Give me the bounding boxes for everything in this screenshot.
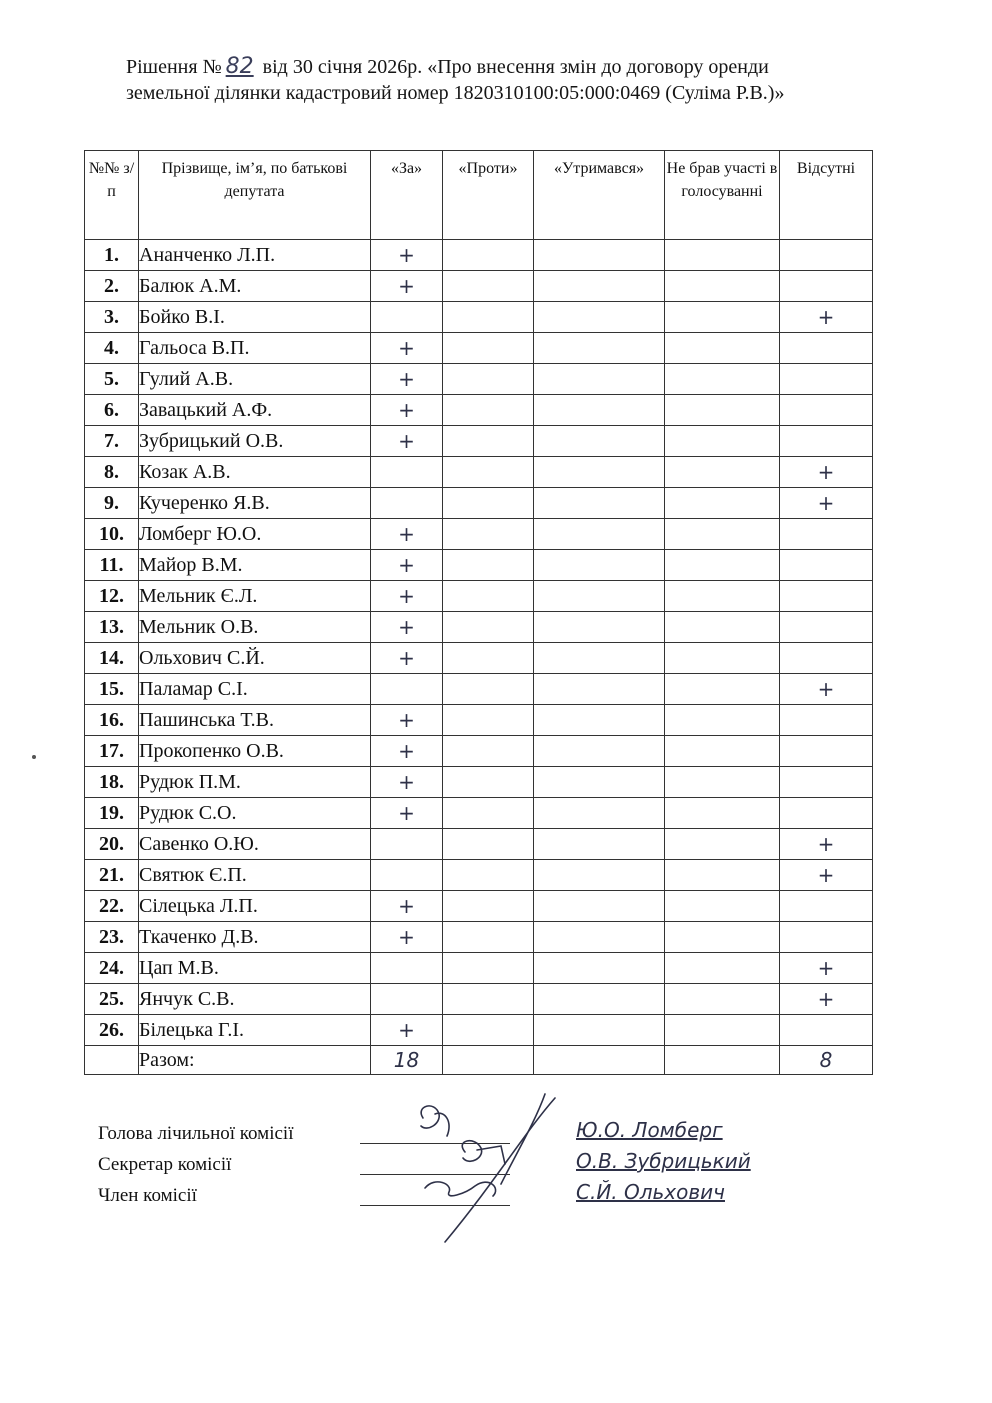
vote-abstain-cell [534, 984, 665, 1015]
table-row [85, 860, 873, 891]
vote-against-cell [443, 240, 534, 271]
vote-absent-cell: + [780, 829, 873, 860]
vote-for-cell: + [371, 426, 443, 457]
vote-absent-cell [780, 333, 873, 364]
table-header-row [85, 151, 873, 240]
row-number: 26. [85, 1015, 139, 1046]
member-name: С.Й. Ольхович [576, 1180, 725, 1204]
vote-for-cell [371, 302, 443, 333]
vote-absent-cell [780, 798, 873, 829]
vote-against-cell [443, 519, 534, 550]
vote-abstain-cell [534, 550, 665, 581]
vote-absent-cell [780, 519, 873, 550]
deputy-name: Сілецька Л.П. [139, 891, 371, 922]
deputy-name: Прокопенко О.В. [139, 736, 371, 767]
vote-for-cell: + [371, 705, 443, 736]
vote-abstain-cell [534, 457, 665, 488]
vote-against-cell [443, 798, 534, 829]
vote-against-cell [443, 395, 534, 426]
vote-for-cell [371, 984, 443, 1015]
vote-abstain-cell [534, 1015, 665, 1046]
vote-abstain-cell [534, 860, 665, 891]
vote-notvoting-cell [665, 829, 780, 860]
handwritten-signatures [405, 1092, 575, 1252]
deputy-name: Ломберг Ю.О. [139, 519, 371, 550]
deputy-name: Рудюк П.М. [139, 767, 371, 798]
vote-against-cell [443, 364, 534, 395]
table-row [85, 581, 873, 612]
vote-absent-cell: + [780, 674, 873, 705]
vote-absent-cell [780, 581, 873, 612]
vote-for-cell: + [371, 581, 443, 612]
table-row [85, 333, 873, 364]
chair-name: Ю.О. Ломберг [576, 1118, 723, 1142]
deputy-name: Майор В.М. [139, 550, 371, 581]
table-row [85, 271, 873, 302]
vote-absent-cell: + [780, 457, 873, 488]
total-against [443, 1046, 534, 1075]
vote-absent-cell: + [780, 860, 873, 891]
vote-against-cell [443, 643, 534, 674]
total-row [85, 1046, 873, 1075]
deputy-name: Зубрицький О.В. [139, 426, 371, 457]
vote-abstain-cell [534, 705, 665, 736]
table-row [85, 240, 873, 271]
vote-notvoting-cell [665, 302, 780, 333]
vote-for-cell: + [371, 767, 443, 798]
table-row [85, 488, 873, 519]
table-row [85, 953, 873, 984]
table-row [85, 922, 873, 953]
signature-block [98, 1118, 751, 1211]
vote-absent-cell [780, 550, 873, 581]
vote-for-cell: + [371, 364, 443, 395]
row-number: 5. [85, 364, 139, 395]
vote-abstain-cell [534, 581, 665, 612]
row-number: 23. [85, 922, 139, 953]
row-number: 3. [85, 302, 139, 333]
vote-abstain-cell [534, 953, 665, 984]
vote-notvoting-cell [665, 488, 780, 519]
vote-for-cell: + [371, 519, 443, 550]
vote-for-cell [371, 829, 443, 860]
vote-for-cell: + [371, 643, 443, 674]
total-for: 18 [371, 1046, 443, 1075]
vote-notvoting-cell [665, 798, 780, 829]
vote-against-cell [443, 767, 534, 798]
vote-abstain-cell [534, 612, 665, 643]
title-suffix: від 30 січня 2026р. «Про внесення змін до договору оренди [262, 56, 769, 78]
deputy-name: Цап М.В. [139, 953, 371, 984]
vote-abstain-cell [534, 488, 665, 519]
total-abstain [534, 1046, 665, 1075]
deputy-name: Пашинська Т.В. [139, 705, 371, 736]
table-row [85, 643, 873, 674]
vote-against-cell [443, 612, 534, 643]
vote-absent-cell [780, 736, 873, 767]
deputy-name: Балюк А.М. [139, 271, 371, 302]
deputy-name: Рудюк С.О. [139, 798, 371, 829]
header-abstain: «Утримався» [534, 151, 665, 240]
vote-notvoting-cell [665, 953, 780, 984]
vote-notvoting-cell [665, 519, 780, 550]
vote-notvoting-cell [665, 705, 780, 736]
title-line-2: земельної ділянки кадастровий номер 1820310100:05:000:0469 (Суліма Р.В.)» [126, 82, 785, 104]
vote-absent-cell [780, 364, 873, 395]
table-row [85, 767, 873, 798]
vote-for-cell: + [371, 891, 443, 922]
table-row [85, 736, 873, 767]
table-row [85, 457, 873, 488]
row-number: 12. [85, 581, 139, 612]
deputy-name: Савенко О.Ю. [139, 829, 371, 860]
deputy-name: Козак А.В. [139, 457, 371, 488]
member-signature-stroke [425, 1182, 496, 1196]
deputy-name: Білецька Г.І. [139, 1015, 371, 1046]
row-number: 8. [85, 457, 139, 488]
vote-absent-cell: + [780, 302, 873, 333]
vote-notvoting-cell [665, 891, 780, 922]
table-row [85, 426, 873, 457]
row-number: 25. [85, 984, 139, 1015]
vote-absent-cell: + [780, 953, 873, 984]
row-number: 16. [85, 705, 139, 736]
document-title [126, 54, 926, 106]
row-number: 13. [85, 612, 139, 643]
row-number: 9. [85, 488, 139, 519]
deputy-name: Святюк Є.П. [139, 860, 371, 891]
vote-absent-cell [780, 891, 873, 922]
header-name: Прізвище, ім’я, по батькові депутата [139, 151, 371, 240]
signature-tail-stroke [445, 1098, 555, 1242]
table-row [85, 829, 873, 860]
row-number: 15. [85, 674, 139, 705]
table-row [85, 984, 873, 1015]
vote-for-cell: + [371, 240, 443, 271]
table-row [85, 302, 873, 333]
vote-against-cell [443, 860, 534, 891]
vote-abstain-cell [534, 922, 665, 953]
vote-notvoting-cell [665, 550, 780, 581]
vote-abstain-cell [534, 395, 665, 426]
vote-for-cell: + [371, 1015, 443, 1046]
header-against: «Проти» [443, 151, 534, 240]
vote-notvoting-cell [665, 1015, 780, 1046]
vote-abstain-cell [534, 798, 665, 829]
vote-notvoting-cell [665, 581, 780, 612]
member-label: Член комісії [98, 1185, 197, 1206]
vote-notvoting-cell [665, 674, 780, 705]
vote-for-cell: + [371, 333, 443, 364]
row-number: 7. [85, 426, 139, 457]
vote-for-cell: + [371, 550, 443, 581]
total-notvoting [665, 1046, 780, 1075]
row-number: 14. [85, 643, 139, 674]
vote-against-cell [443, 953, 534, 984]
vote-abstain-cell [534, 302, 665, 333]
vote-against-cell [443, 1015, 534, 1046]
vote-absent-cell [780, 395, 873, 426]
vote-notvoting-cell [665, 364, 780, 395]
table-row [85, 1015, 873, 1046]
total-num-cell [85, 1046, 139, 1075]
vote-for-cell: + [371, 736, 443, 767]
vote-absent-cell: + [780, 984, 873, 1015]
vote-absent-cell [780, 612, 873, 643]
vote-absent-cell [780, 1015, 873, 1046]
row-number: 1. [85, 240, 139, 271]
vote-against-cell [443, 302, 534, 333]
row-number: 6. [85, 395, 139, 426]
scan-speck [32, 755, 36, 759]
vote-absent-cell: + [780, 488, 873, 519]
vote-against-cell [443, 891, 534, 922]
vote-for-cell [371, 674, 443, 705]
deputy-name: Мельник О.В. [139, 612, 371, 643]
title-prefix: Рішення № [126, 56, 222, 78]
vote-absent-cell [780, 271, 873, 302]
vote-absent-cell [780, 240, 873, 271]
vote-against-cell [443, 488, 534, 519]
row-number: 21. [85, 860, 139, 891]
table-row [85, 519, 873, 550]
vote-absent-cell [780, 643, 873, 674]
header-absent: Відсутні [780, 151, 873, 240]
deputy-name: Ананченко Л.П. [139, 240, 371, 271]
row-number: 24. [85, 953, 139, 984]
vote-abstain-cell [534, 891, 665, 922]
vote-notvoting-cell [665, 395, 780, 426]
vote-abstain-cell [534, 271, 665, 302]
deputy-name: Завацький А.Ф. [139, 395, 371, 426]
table-row [85, 364, 873, 395]
vote-against-cell [443, 984, 534, 1015]
vote-notvoting-cell [665, 767, 780, 798]
vote-for-cell: + [371, 922, 443, 953]
vote-against-cell [443, 922, 534, 953]
vote-abstain-cell [534, 829, 665, 860]
vote-against-cell [443, 271, 534, 302]
decision-number: 82 [225, 54, 254, 79]
vote-absent-cell [780, 426, 873, 457]
vote-against-cell [443, 333, 534, 364]
deputy-name: Ольхович С.Й. [139, 643, 371, 674]
vote-notvoting-cell [665, 612, 780, 643]
table-row [85, 674, 873, 705]
vote-notvoting-cell [665, 271, 780, 302]
vote-for-cell [371, 953, 443, 984]
deputy-name: Мельник Є.Л. [139, 581, 371, 612]
table-row [85, 612, 873, 643]
row-number: 20. [85, 829, 139, 860]
vote-against-cell [443, 705, 534, 736]
vote-against-cell [443, 550, 534, 581]
vote-abstain-cell [534, 767, 665, 798]
vote-notvoting-cell [665, 984, 780, 1015]
vote-abstain-cell [534, 333, 665, 364]
vote-for-cell [371, 860, 443, 891]
secretary-signature-stroke [462, 1141, 505, 1164]
vote-against-cell [443, 426, 534, 457]
table-row [85, 798, 873, 829]
chair-label: Голова лічильної комісії [98, 1123, 294, 1144]
vote-notvoting-cell [665, 860, 780, 891]
vote-for-cell: + [371, 798, 443, 829]
header-num: №№ з/п [85, 151, 139, 240]
vote-notvoting-cell [665, 333, 780, 364]
vote-abstain-cell [534, 519, 665, 550]
row-number: 19. [85, 798, 139, 829]
title-line-1 [126, 54, 926, 80]
table-row [85, 705, 873, 736]
vote-against-cell [443, 457, 534, 488]
total-absent: 8 [780, 1046, 873, 1075]
row-number: 2. [85, 271, 139, 302]
header-for: «За» [371, 151, 443, 240]
vote-abstain-cell [534, 674, 665, 705]
deputy-name: Гулий А.В. [139, 364, 371, 395]
table-row [85, 891, 873, 922]
vote-for-cell [371, 457, 443, 488]
vote-for-cell: + [371, 612, 443, 643]
secretary-label: Секретар комісії [98, 1154, 232, 1175]
vote-notvoting-cell [665, 922, 780, 953]
vote-against-cell [443, 829, 534, 860]
vote-notvoting-cell [665, 736, 780, 767]
vote-abstain-cell [534, 643, 665, 674]
deputy-name: Кучеренко Я.В. [139, 488, 371, 519]
table-row [85, 395, 873, 426]
vote-notvoting-cell [665, 426, 780, 457]
vote-for-cell: + [371, 395, 443, 426]
vote-notvoting-cell [665, 240, 780, 271]
vote-notvoting-cell [665, 457, 780, 488]
deputy-name: Гальоса В.П. [139, 333, 371, 364]
total-label: Разом: [139, 1046, 371, 1075]
table-row [85, 550, 873, 581]
header-notvoting: Не брав участі в голосуванні [665, 151, 780, 240]
vote-for-cell: + [371, 271, 443, 302]
vote-abstain-cell [534, 736, 665, 767]
vote-for-cell [371, 488, 443, 519]
vote-against-cell [443, 736, 534, 767]
deputy-name: Янчук С.В. [139, 984, 371, 1015]
vote-absent-cell [780, 705, 873, 736]
vote-abstain-cell [534, 426, 665, 457]
voting-table [84, 150, 873, 1075]
deputy-name: Паламар С.І. [139, 674, 371, 705]
vote-against-cell [443, 581, 534, 612]
row-number: 17. [85, 736, 139, 767]
secretary-name: О.В. Зубрицький [576, 1149, 751, 1173]
vote-abstain-cell [534, 364, 665, 395]
row-number: 4. [85, 333, 139, 364]
vote-absent-cell [780, 922, 873, 953]
deputy-name: Бойко В.І. [139, 302, 371, 333]
row-number: 18. [85, 767, 139, 798]
deputy-name: Ткаченко Д.В. [139, 922, 371, 953]
vote-absent-cell [780, 767, 873, 798]
row-number: 10. [85, 519, 139, 550]
vote-abstain-cell [534, 240, 665, 271]
row-number: 22. [85, 891, 139, 922]
chair-signature-stroke [421, 1106, 449, 1136]
vote-against-cell [443, 674, 534, 705]
vote-notvoting-cell [665, 643, 780, 674]
row-number: 11. [85, 550, 139, 581]
